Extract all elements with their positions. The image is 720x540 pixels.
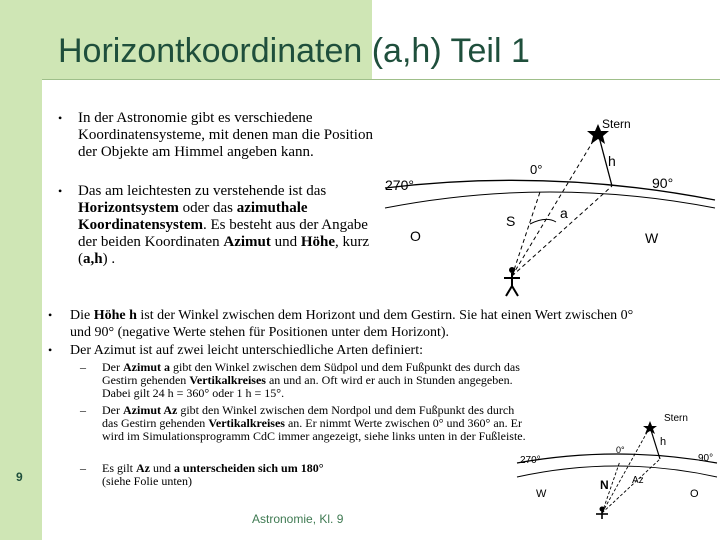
sub-bullet-1-text bbox=[102, 361, 522, 400]
slide-title: Horizontkoordinaten (a,h) Teil 1 bbox=[58, 32, 530, 70]
text-run: (siehe Folie unten) bbox=[102, 474, 192, 488]
bold-run: a,h bbox=[83, 251, 103, 267]
bold-run: Vertikalkreises bbox=[189, 373, 266, 387]
altitude-label: h bbox=[608, 153, 616, 169]
text-run: , kurz ( bbox=[78, 234, 370, 267]
bold-run: Azimut Az bbox=[123, 403, 178, 417]
sub-bullet-2-text bbox=[102, 404, 532, 443]
dash-glyph: – bbox=[80, 403, 86, 417]
star-label: Stern bbox=[664, 413, 688, 424]
star-label: Stern bbox=[602, 117, 631, 131]
text-run: In der Astronomie gibt es verschiedene Koordinatensysteme, mit denen man die Position der Objekte am Himmel angeben kann. bbox=[78, 110, 373, 160]
footer-text: Astronomie, Kl. 9 bbox=[252, 512, 344, 526]
text-run: und bbox=[270, 234, 301, 250]
altitude-label: h bbox=[660, 436, 667, 448]
bullet-dot: • bbox=[48, 308, 53, 322]
text-run: und bbox=[150, 461, 175, 475]
bullet-dot: • bbox=[48, 343, 53, 357]
deg90-label: 90° bbox=[698, 453, 714, 464]
line-to-star bbox=[602, 427, 650, 513]
main-bullet-1-text bbox=[70, 307, 650, 341]
azimuth-az-label: Az bbox=[632, 475, 644, 486]
deg270-label: 270° bbox=[385, 177, 414, 193]
text-run: Der Azimut ist auf zwei leicht unterschiedliche Arten definiert: bbox=[70, 343, 423, 358]
text-run: Der bbox=[102, 403, 123, 417]
bold-run: Vertikalkreises bbox=[208, 416, 285, 430]
text-run: Das am leichtesten zu verstehende ist das bbox=[78, 183, 327, 199]
bold-run: azimuthale Koordinatensystem bbox=[78, 200, 308, 233]
line-to-footpoint bbox=[602, 459, 660, 513]
east-label: O bbox=[410, 228, 421, 244]
north-label: N bbox=[600, 478, 609, 492]
bold-run: Höhe h bbox=[93, 308, 137, 323]
west-label: W bbox=[645, 230, 659, 246]
text-run: Die bbox=[70, 308, 94, 323]
line-to-star bbox=[512, 133, 598, 276]
line-to-south bbox=[512, 192, 540, 276]
bold-run: Az bbox=[136, 461, 151, 475]
text-run: an. Er nimmt Werte zwischen 0° und 360° an. Er wird im Simulationsprogramm CdC immer angezeigt, siehe links unten in der Fußleiste. bbox=[102, 416, 526, 443]
text-run: oder das bbox=[178, 200, 237, 216]
left-band bbox=[0, 0, 42, 540]
observer-leg bbox=[506, 286, 512, 296]
horizon-far-edge bbox=[517, 454, 717, 463]
deg270-label: 270° bbox=[520, 455, 541, 466]
bold-run: Höhe bbox=[300, 234, 336, 250]
south-label: S bbox=[506, 213, 516, 229]
east-label: O bbox=[690, 488, 699, 500]
sub-bullet-3-text bbox=[102, 462, 402, 488]
horizon-diagram-a bbox=[380, 108, 720, 308]
main-bullet-2-text bbox=[70, 342, 650, 359]
text-run: gibt den Winkel zwischen dem Südpol und dem Fußpunkt des durch das Gestirn gehenden bbox=[102, 360, 520, 387]
dash-glyph: – bbox=[80, 461, 86, 475]
title-underline bbox=[42, 79, 720, 80]
deg90-label: 90° bbox=[652, 175, 674, 191]
text-run: gibt den Winkel zwischen dem Nordpol und dem Fußpunkt des durch das Gestirn gehenden bbox=[102, 403, 515, 430]
azimuth-a-label: a bbox=[560, 205, 568, 221]
bold-run: Azimut bbox=[223, 234, 271, 250]
line-to-footpoint bbox=[512, 186, 612, 276]
horizon-near-edge bbox=[385, 192, 715, 208]
bold-run: Azimut a bbox=[123, 360, 170, 374]
text-run: Der bbox=[102, 360, 123, 374]
text-run: Es gilt bbox=[102, 461, 137, 475]
horizon-near-edge bbox=[517, 466, 717, 477]
text-run: ) . bbox=[102, 251, 116, 267]
text-run: ist der Winkel zwischen dem Horizont und dem Gestirn. Sie hat einen Wert zwischen 0° und 90° (negative Werte stehen für Positionen unter dem Horizont). bbox=[70, 308, 634, 340]
text-run: . Es besteht aus der Angabe der beiden Koordinaten bbox=[78, 217, 368, 250]
bold-run: a unterscheiden sich um 180° bbox=[174, 461, 324, 475]
top-bullet-2-text bbox=[78, 183, 378, 268]
zero-degree-label: 0° bbox=[530, 162, 543, 177]
horizon-diagram-az bbox=[512, 405, 720, 525]
observer-leg bbox=[512, 286, 518, 296]
zero-degree-label: 0° bbox=[616, 445, 625, 455]
azimuth-arc bbox=[530, 219, 556, 224]
top-bullet-1-text bbox=[78, 110, 378, 161]
west-label: W bbox=[536, 488, 547, 500]
bullet-dot: • bbox=[58, 111, 63, 125]
observer-head bbox=[509, 267, 515, 273]
star-icon bbox=[643, 421, 657, 434]
bold-run: Horizontsystem bbox=[78, 200, 179, 216]
bullet-dot: • bbox=[58, 184, 63, 198]
text-run: an und an. Oft wird er auch in Stunden angegeben. Dabei gilt 24 h = 360° oder 1 h = 15°. bbox=[102, 373, 513, 400]
page-number: 9 bbox=[16, 470, 23, 484]
observer-head bbox=[600, 507, 605, 512]
dash-glyph: – bbox=[80, 360, 86, 374]
